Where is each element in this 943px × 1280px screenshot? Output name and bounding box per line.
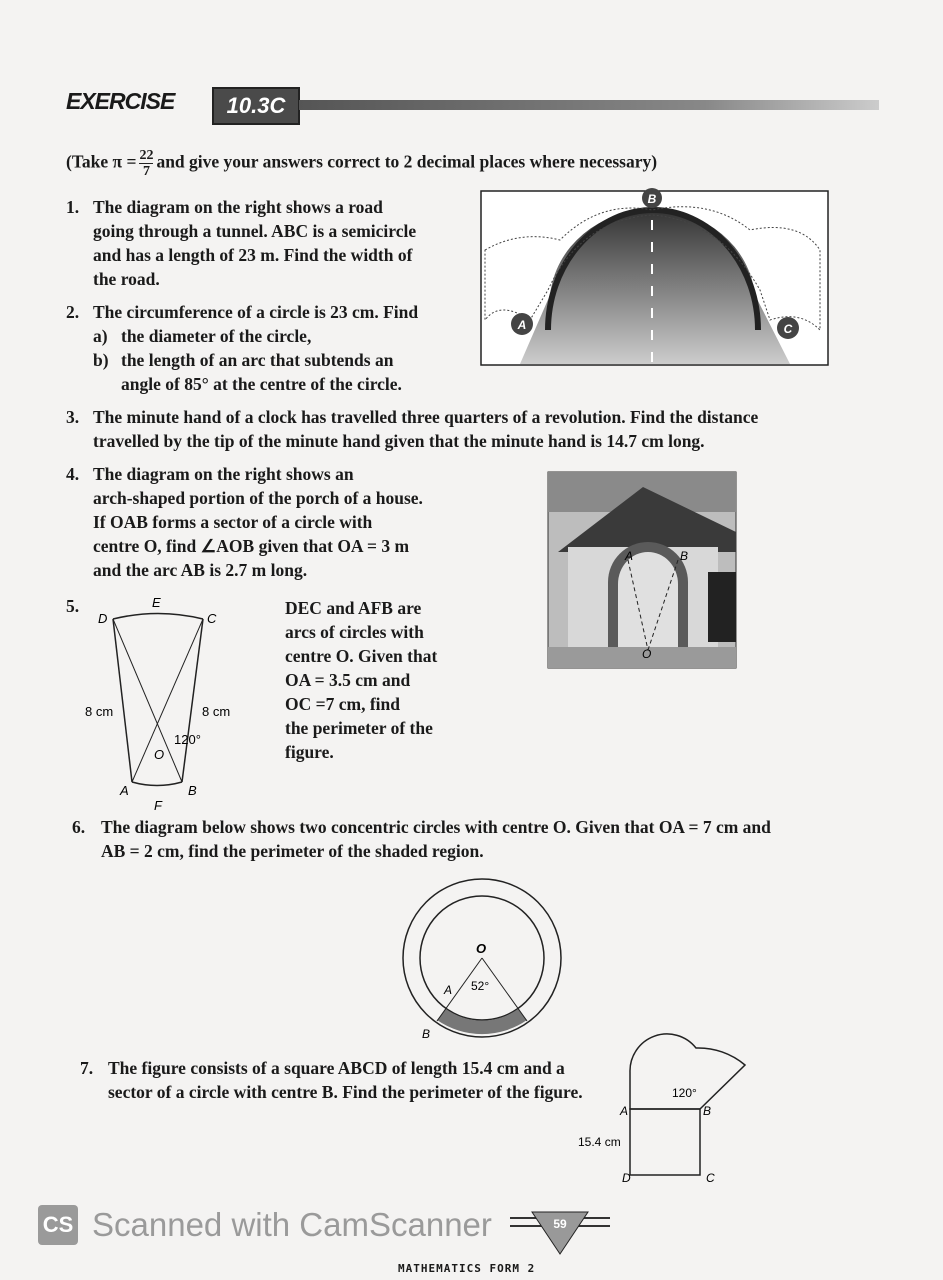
q4-number: 4. [66, 464, 80, 484]
label-b: B [188, 783, 197, 798]
label-a: A [620, 1104, 629, 1118]
q1-line: The diagram on the right shows a road [93, 197, 383, 217]
label-120: 120° [174, 732, 201, 747]
watermark-text: Scanned with CamScanner [92, 1206, 492, 1243]
instruction [66, 148, 657, 179]
q4-line: The diagram on the right shows an [93, 464, 354, 484]
q1-line: and has a length of 23 m. Find the width of [93, 245, 413, 265]
porch-photo [548, 472, 736, 668]
footer-book-title: MATHEMATICS FORM 2 [398, 1262, 536, 1275]
label-b: B [680, 549, 689, 563]
page-number: 59 [553, 1217, 567, 1231]
exercise-number: 10.3C [212, 87, 300, 125]
camscanner-watermark [38, 1205, 492, 1245]
q5-line: OA = 3.5 cm and [285, 670, 411, 690]
q5-line: centre O. Given that [285, 646, 438, 666]
q3-number: 3. [66, 407, 80, 427]
q2b-label: b) [93, 350, 109, 370]
tunnel-diagram [480, 190, 830, 366]
q7-diagram [570, 1025, 760, 1185]
instruction-post: and give your answers correct to 2 decimal places where necessary) [156, 151, 658, 172]
instruction-pre: (Take π = [66, 151, 137, 172]
q3-line: travelled by the tip of the minute hand given that the minute hand is 14.7 cm long. [93, 431, 705, 451]
label-o: O [476, 941, 487, 956]
label-a: A [120, 783, 129, 798]
q2a-label: a) [93, 326, 108, 346]
q6-line: The diagram below shows two concentric circles with centre O. Given that OA = 7 cm and [101, 817, 771, 837]
exercise-label: EXERCISE [66, 88, 175, 114]
header-bar [299, 100, 879, 110]
label-a: A [444, 983, 453, 997]
q2-line: The circumference of a circle is 23 cm. Find [93, 302, 419, 322]
label-b: B [703, 1104, 712, 1118]
label-c: C [207, 611, 217, 626]
camscanner-logo-icon: CS [38, 1205, 78, 1245]
q2-number: 2. [66, 302, 80, 322]
label-b: B [647, 192, 657, 206]
label-a: A [625, 549, 634, 563]
label-c: C [783, 322, 793, 336]
q4-line: centre O, find ∠AOB given that OA = 3 m [93, 536, 410, 556]
pi-fraction [139, 148, 153, 179]
fraction-den: 7 [142, 164, 150, 179]
q6-number: 6. [72, 817, 86, 837]
page-number-badge [510, 1208, 610, 1258]
label-52: 52° [471, 979, 490, 993]
label-b: B [422, 1027, 431, 1041]
q3-line: The minute hand of a clock has travelled three quarters of a revolution. Find the distance [93, 407, 759, 427]
q5-line: DEC and AFB are [285, 598, 422, 618]
label-side: 15.4 cm [578, 1135, 621, 1149]
q5-line: figure. [285, 742, 334, 762]
q2b-text: angle of 85° at the centre of the circle. [121, 374, 402, 394]
q5-line: arcs of circles with [285, 622, 424, 642]
q1-line: the road. [93, 269, 160, 289]
q6-line: AB = 2 cm, find the perimeter of the shaded region. [101, 841, 484, 861]
label-8cm-right: 8 cm [202, 704, 231, 719]
label-120: 120° [672, 1086, 697, 1100]
concentric-circles-diagram [400, 880, 570, 1041]
label-d: D [622, 1171, 631, 1185]
label-8cm-left: 8 cm [85, 704, 114, 719]
fraction-num: 22 [139, 148, 154, 163]
q5-number: 5. [66, 596, 80, 616]
q1-line: going through a tunnel. ABC is a semicircle [93, 221, 417, 241]
q2a-text: the diameter of the circle, [121, 326, 312, 346]
q5-line: OC =7 cm, find [285, 694, 400, 714]
q1-number: 1. [66, 197, 80, 217]
q2b-text: the length of an arc that subtends an [121, 350, 394, 370]
label-a: A [517, 318, 527, 332]
q4-line: arch-shaped portion of the porch of a house. [93, 488, 423, 508]
label-o: O [642, 647, 652, 661]
label-c: C [706, 1171, 715, 1185]
label-f: F [154, 798, 162, 813]
q4-line: If OAB forms a sector of a circle with [93, 512, 373, 532]
label-d: D [98, 611, 108, 626]
q7-number: 7. [80, 1058, 94, 1078]
q5-diagram [80, 592, 250, 817]
label-e: E [152, 595, 161, 610]
q4-line: and the arc AB is 2.7 m long. [93, 560, 308, 580]
q7-line: sector of a circle with centre B. Find the perimeter of the figure. [108, 1082, 583, 1102]
q5-line: the perimeter of the [285, 718, 433, 738]
label-o: O [154, 747, 165, 762]
q7-line: The figure consists of a square ABCD of length 15.4 cm and a [108, 1058, 565, 1078]
